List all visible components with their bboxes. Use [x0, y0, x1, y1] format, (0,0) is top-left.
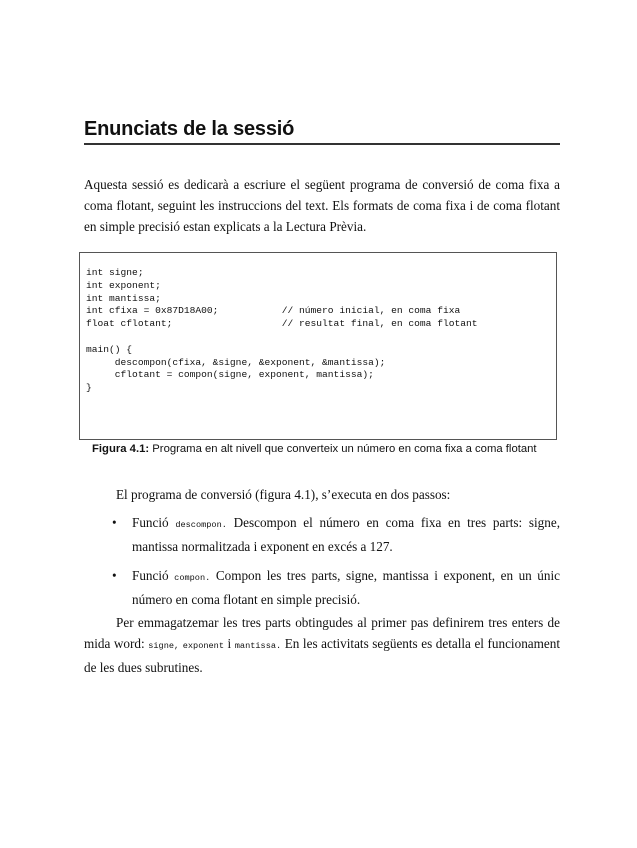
storage-conjunction: i [227, 636, 232, 651]
step-prefix: Funció [132, 568, 169, 583]
var-mantissa: mantissa. [234, 641, 282, 651]
code-line: int mantissa; [86, 292, 161, 304]
steps-intro-paragraph: El programa de conversió (figura 4.1), s’executa en dos passos: [116, 487, 451, 502]
code-line: int cfixa = 0x87D18A00; // número inicial, en coma fixa [86, 305, 461, 317]
section-title-underline [84, 143, 560, 145]
code-line: } [86, 382, 92, 394]
bullet-icon: • [112, 515, 117, 530]
code-line: int signe; [86, 267, 144, 278]
step-prefix: Funció [132, 515, 169, 530]
storage-text-after: En les activitats següents es detalla el funcionament de les dues subrutines. [84, 636, 561, 675]
intro-paragraph: Aquesta sessió es dedicarà a escriure el següent programa de conversió de coma fixa a coma flotant, seguint les instruccions del text. Els formats de coma fixa i de coma flotant en simple precisió estan explicats a la Lectura Prèvia. [84, 177, 560, 234]
storage-paragraph [84, 612, 560, 678]
code-listing-box [79, 252, 557, 440]
figure-caption [92, 443, 537, 455]
storage-text-before: Per emmagatzemar les tres parts obtingudes al primer pas definirem tres enters de mida word: [84, 615, 560, 651]
figure-caption-text: Programa en alt nivell que converteix un número en coma fixa a coma flotant [152, 443, 537, 455]
var-exponent: exponent [182, 641, 224, 651]
figure-label: Figura 4.1: [92, 443, 150, 455]
step-function-name: descompon. [175, 520, 227, 530]
steps-list [84, 512, 560, 618]
step-description: Descompon el número en coma fixa en tres parts: signe, mantissa normalitzada i exponent en excés a 127. [132, 515, 560, 554]
code-line: main() { [86, 343, 133, 355]
code-line: float cflotant; // resultat final, en coma flotant [86, 318, 478, 330]
step-description: Compon les tres parts, signe, mantissa i exponent, en un únic número en coma flotant en simple precisió. [132, 568, 561, 607]
list-item [84, 565, 560, 610]
code-line: int exponent; [86, 279, 161, 291]
code-listing [86, 267, 478, 395]
step-function-name: compon. [174, 573, 211, 583]
var-signe: signe, [148, 641, 180, 651]
code-line: descompon(cfixa, &signe, &exponent, &mantissa); [86, 356, 386, 368]
section-title: Enunciats de la sessió [84, 118, 295, 140]
code-line: cflotant = compon(signe, exponent, mantissa); [86, 369, 374, 381]
bullet-icon: • [112, 568, 117, 583]
list-item [84, 512, 560, 557]
